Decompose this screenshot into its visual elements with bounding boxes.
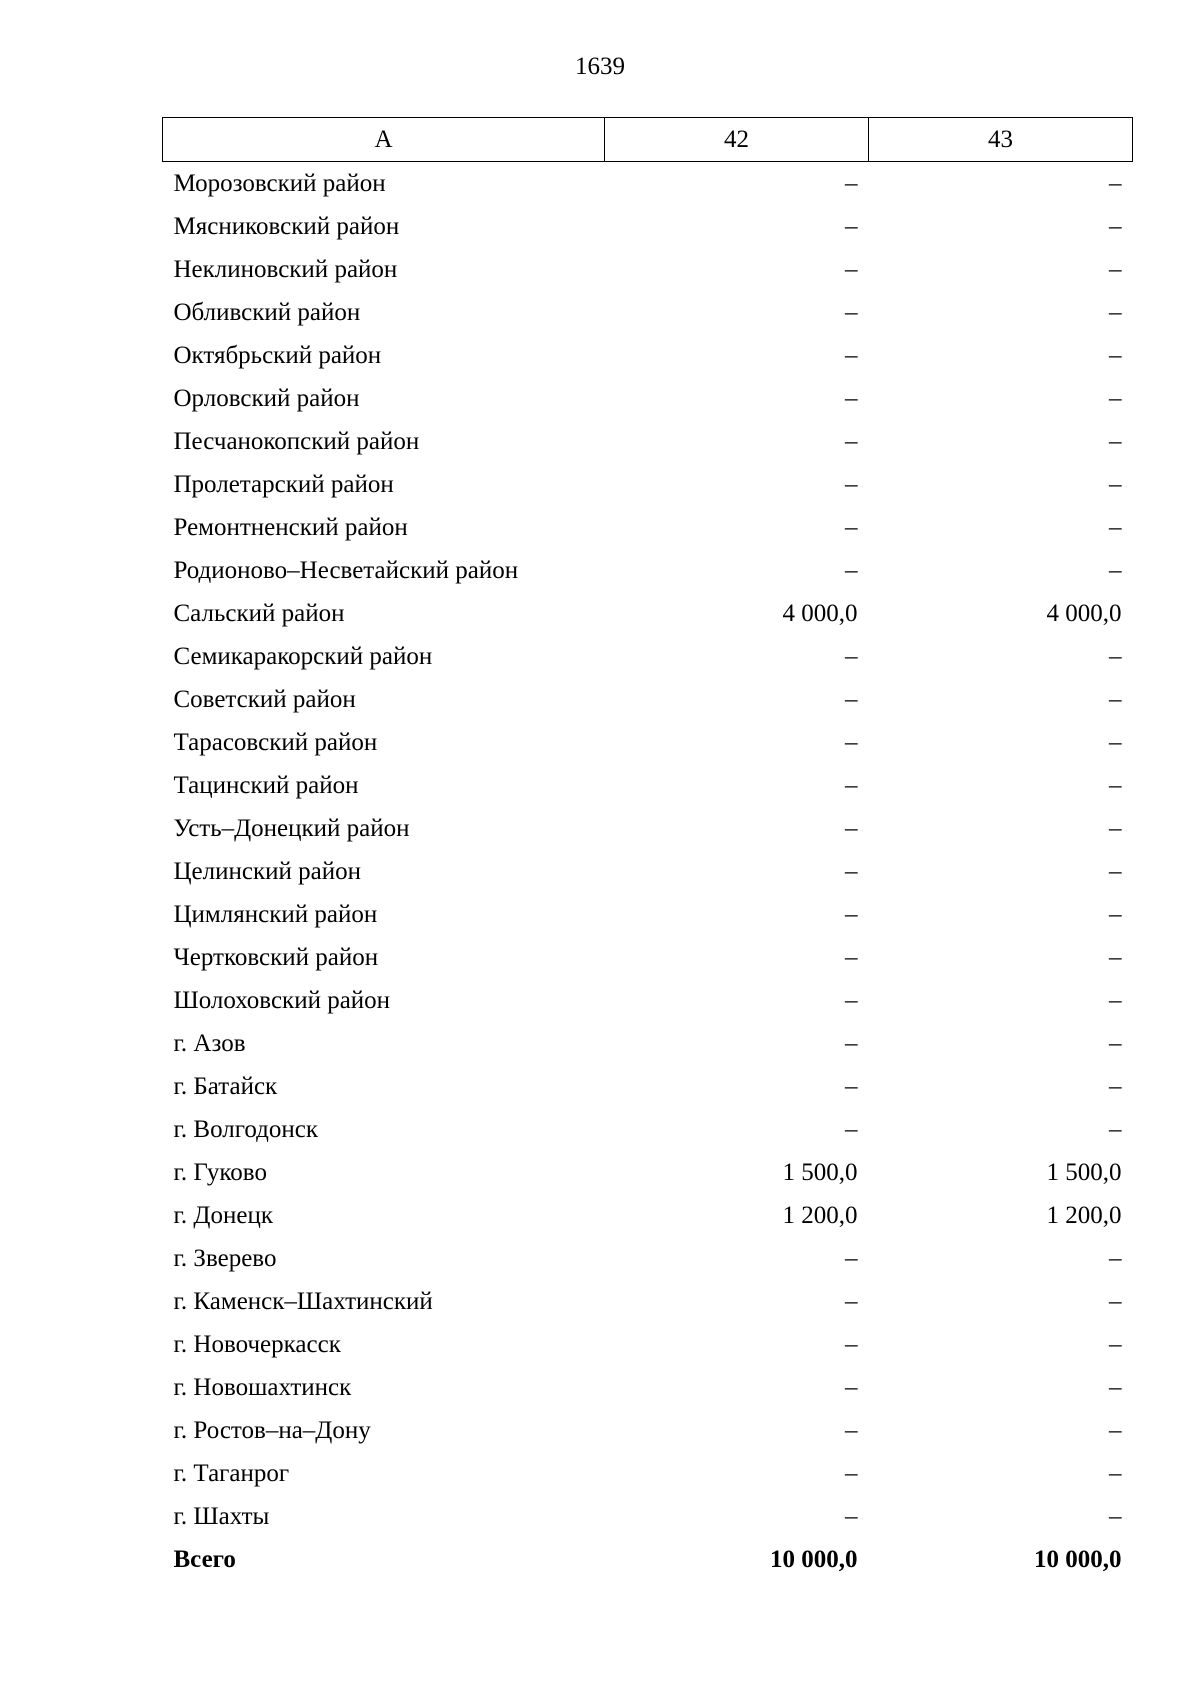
table-row: [163, 1022, 1133, 1065]
row-value-42-cell: –: [845, 1116, 858, 1143]
header-cell-42: 42: [605, 118, 869, 162]
row-value-43-cell: –: [1109, 471, 1122, 498]
table-row: [163, 1151, 1133, 1194]
row-name-cell: г. Новочеркасск: [173, 1331, 341, 1358]
row-value-43-cell: –: [1109, 987, 1122, 1014]
row-name-cell: Целинский район: [173, 858, 361, 885]
row-value-43-cell: –: [1109, 514, 1122, 541]
row-value-43-cell: –: [1109, 342, 1122, 369]
row-name-cell: г. Ростов–на–Дону: [173, 1417, 371, 1444]
row-name-cell: г. Каменск–Шахтинский: [173, 1288, 433, 1315]
row-value-42-cell: –: [845, 1460, 858, 1487]
row-name-cell: Чертковский район: [173, 944, 379, 971]
row-name-cell: г. Донецк: [173, 1202, 273, 1229]
table-header: [163, 118, 1133, 162]
row-value-43-cell: –: [1109, 901, 1122, 928]
row-name-cell: Шолоховский район: [173, 987, 391, 1014]
row-name-cell: г. Таганрог: [173, 1460, 290, 1487]
row-value-42-cell: –: [845, 1417, 858, 1444]
row-value-42-cell: –: [845, 299, 858, 326]
table-row: [163, 721, 1133, 764]
row-name-cell: Цимлянский район: [173, 901, 378, 928]
row-value-42-cell: –: [845, 944, 858, 971]
row-value-42-cell: –: [845, 213, 858, 240]
row-value-43-cell: –: [1109, 1460, 1122, 1487]
table-row: [163, 678, 1133, 721]
table-row: [163, 1280, 1133, 1323]
header-cell-a: А: [163, 118, 605, 162]
table-row: [163, 248, 1133, 291]
row-value-43-cell: –: [1109, 1030, 1122, 1057]
row-value-43-cell: –: [1109, 428, 1122, 455]
row-value-42-cell: –: [845, 729, 858, 756]
row-value-43-cell: –: [1109, 256, 1122, 283]
row-value-43-cell: –: [1109, 729, 1122, 756]
row-name-cell: г. Зверево: [173, 1245, 277, 1272]
row-value-43-cell: –: [1109, 557, 1122, 584]
row-name-cell: Сальский район: [173, 600, 345, 627]
row-name-cell: г. Шахты: [173, 1503, 270, 1530]
row-name-cell: Неклиновский район: [173, 256, 398, 283]
row-value-43-cell: –: [1109, 944, 1122, 971]
row-value-42-cell: –: [845, 170, 858, 197]
table-row: [163, 807, 1133, 850]
header-row: [163, 118, 1133, 162]
table-row: [163, 893, 1133, 936]
row-value-43-cell: –: [1109, 858, 1122, 885]
total-row: [163, 1538, 1133, 1581]
row-value-42-cell: –: [845, 471, 858, 498]
row-name-cell: г. Новошахтинск: [173, 1374, 352, 1401]
total-value-42: 10 000,0: [770, 1546, 858, 1573]
row-value-43-cell: –: [1109, 1245, 1122, 1272]
row-value-43-cell: –: [1109, 1331, 1122, 1358]
row-name-cell: Октябрьский район: [173, 342, 382, 369]
row-name-cell: Тарасовский район: [173, 729, 378, 756]
table-row: [163, 1409, 1133, 1452]
row-value-42-cell: 1 500,0: [782, 1159, 858, 1186]
table-row: [163, 1366, 1133, 1409]
row-value-43-cell: –: [1109, 815, 1122, 842]
row-value-42-cell: –: [845, 858, 858, 885]
table-row: [163, 205, 1133, 248]
row-value-43-cell: –: [1109, 1417, 1122, 1444]
row-value-43-cell: –: [1109, 1288, 1122, 1315]
row-value-42-cell: –: [845, 514, 858, 541]
table-row: [163, 1323, 1133, 1366]
table-body: [163, 162, 1133, 1582]
row-value-42-cell: –: [845, 1503, 858, 1530]
row-value-43-cell: 1 200,0: [1046, 1202, 1122, 1229]
row-name-cell: Семикаракорский район: [173, 643, 433, 670]
row-value-42-cell: –: [845, 385, 858, 412]
row-value-43-cell: –: [1109, 170, 1122, 197]
table-row: [163, 850, 1133, 893]
row-value-42-cell: –: [845, 1245, 858, 1272]
table-row: [163, 1452, 1133, 1495]
row-name-cell: Песчанокопский район: [173, 428, 420, 455]
row-name-cell: Мясниковский район: [173, 213, 400, 240]
table-row: [163, 764, 1133, 807]
table-row: [163, 1065, 1133, 1108]
row-value-42-cell: –: [845, 557, 858, 584]
table-row: [163, 936, 1133, 979]
row-name-cell: Пролетарский район: [173, 471, 394, 498]
table-row: [163, 463, 1133, 506]
table-row: [163, 635, 1133, 678]
row-value-43-cell: 1 500,0: [1046, 1159, 1122, 1186]
row-name-cell: Орловский район: [173, 385, 360, 412]
row-value-43-cell: –: [1109, 213, 1122, 240]
row-value-43-cell: –: [1109, 1374, 1122, 1401]
row-name-cell: Тацинский район: [173, 772, 359, 799]
table-row: [163, 334, 1133, 377]
row-value-42-cell: –: [845, 987, 858, 1014]
table-row: [163, 979, 1133, 1022]
row-value-42-cell: –: [845, 901, 858, 928]
row-value-42-cell: –: [845, 815, 858, 842]
row-value-43-cell: –: [1109, 1073, 1122, 1100]
row-value-42-cell: –: [845, 643, 858, 670]
data-table: [162, 117, 1133, 1581]
row-name-cell: Родионово–Несветайский район: [173, 557, 519, 584]
row-name-cell: Морозовский район: [173, 170, 386, 197]
total-value-43: 10 000,0: [1034, 1546, 1122, 1573]
table-row: [163, 1194, 1133, 1237]
row-value-42-cell: –: [845, 772, 858, 799]
row-name-cell: г. Азов: [173, 1030, 246, 1057]
row-value-43-cell: –: [1109, 1503, 1122, 1530]
row-value-42-cell: –: [845, 1374, 858, 1401]
row-name-cell: г. Гуково: [173, 1159, 267, 1186]
row-value-43-cell: –: [1109, 643, 1122, 670]
row-name-cell: Усть–Донецкий район: [173, 815, 410, 842]
row-name-cell: г. Батайск: [173, 1073, 278, 1100]
row-value-42-cell: –: [845, 1331, 858, 1358]
page-number: 1639: [575, 53, 625, 80]
table-row: [163, 162, 1133, 206]
row-value-42-cell: 4 000,0: [782, 600, 858, 627]
table-row: [163, 1237, 1133, 1280]
table-row: [163, 377, 1133, 420]
row-name-cell: Ремонтненский район: [173, 514, 408, 541]
row-value-42-cell: –: [845, 342, 858, 369]
total-label: Всего: [173, 1546, 236, 1573]
table-row: [163, 592, 1133, 635]
row-name-cell: г. Волгодонск: [173, 1116, 319, 1143]
row-value-42-cell: –: [845, 1073, 858, 1100]
row-value-42-cell: –: [845, 428, 858, 455]
row-value-43-cell: –: [1109, 1116, 1122, 1143]
row-value-43-cell: –: [1109, 686, 1122, 713]
table-row: [163, 1495, 1133, 1538]
row-value-42-cell: –: [845, 1288, 858, 1315]
row-value-43-cell: –: [1109, 299, 1122, 326]
row-value-42-cell: –: [845, 686, 858, 713]
row-value-42-cell: –: [845, 1030, 858, 1057]
table-row: [163, 1108, 1133, 1151]
table-row: [163, 291, 1133, 334]
row-value-43-cell: –: [1109, 385, 1122, 412]
table-row: [163, 549, 1133, 592]
table-row: [163, 420, 1133, 463]
row-value-43-cell: –: [1109, 772, 1122, 799]
row-value-42-cell: –: [845, 256, 858, 283]
header-cell-43: 43: [869, 118, 1133, 162]
row-value-42-cell: 1 200,0: [782, 1202, 858, 1229]
row-name-cell: Советский район: [173, 686, 356, 713]
table-row: [163, 506, 1133, 549]
row-value-43-cell: 4 000,0: [1046, 600, 1122, 627]
row-name-cell: Обливский район: [173, 299, 361, 326]
